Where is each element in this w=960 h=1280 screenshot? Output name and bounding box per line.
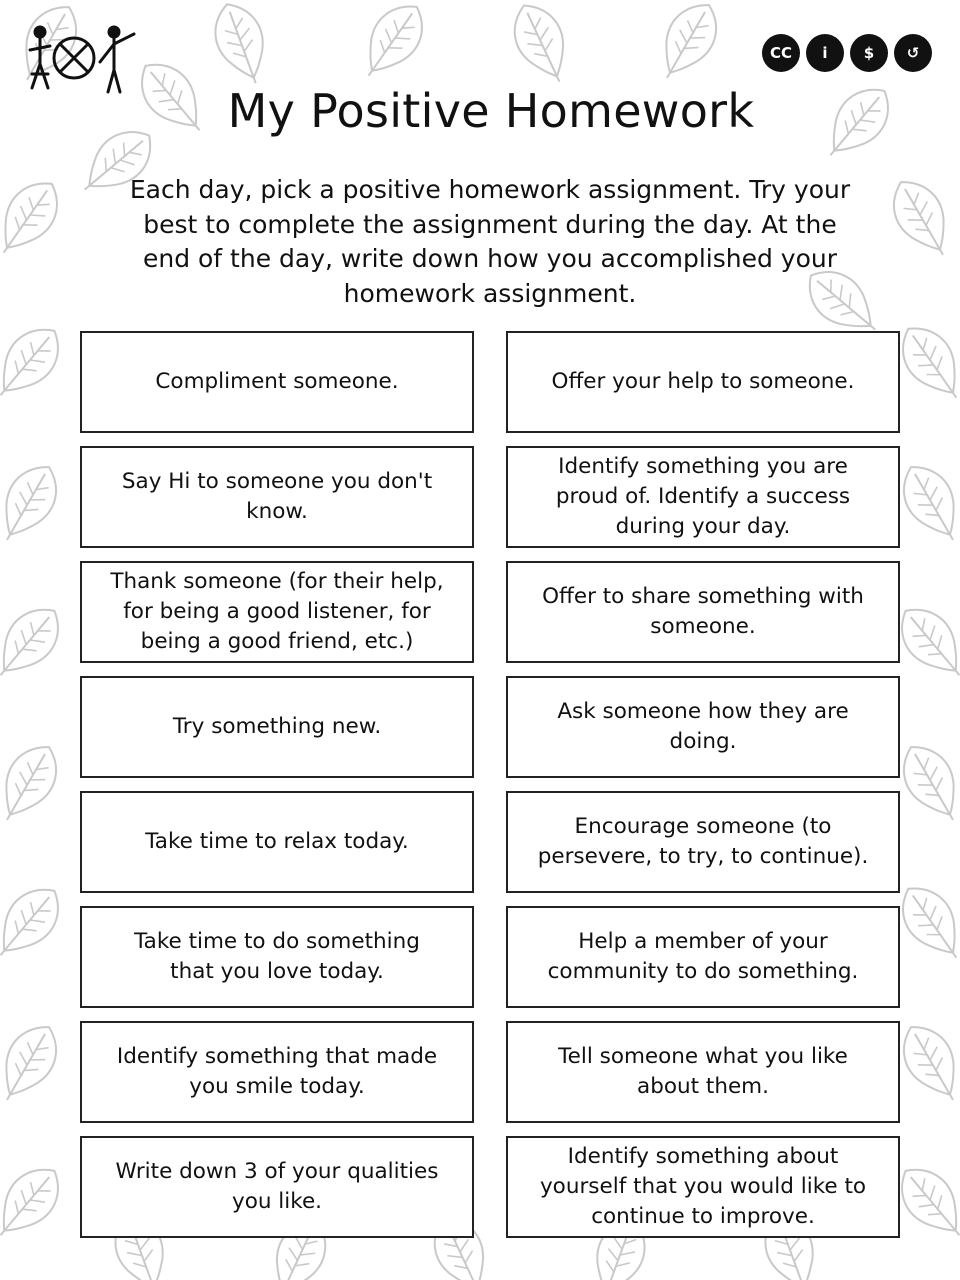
assignment-card	[80, 1021, 474, 1123]
assignment-text: Compliment someone.	[155, 369, 399, 394]
assignment-text: during your day.	[615, 514, 791, 539]
assignment-text: Offer your help to someone.	[551, 369, 855, 394]
assignment-text: Take time to do something	[134, 929, 420, 954]
assignment-text: yourself that you would like to	[539, 1174, 867, 1199]
assignment-card	[506, 331, 900, 433]
assignment-card	[506, 676, 900, 778]
cc-icon: CC	[762, 34, 800, 72]
assignment-text: continue to improve.	[591, 1204, 815, 1229]
assignment-card	[506, 1021, 900, 1123]
intro-line: best to complete the assignment during the day. At the	[143, 209, 837, 239]
noncommercial-icon: $	[850, 34, 888, 72]
assignment-text: being a good friend, etc.)	[140, 629, 414, 654]
assignment-text: Identify something that made	[116, 1044, 438, 1069]
assignment-card	[80, 446, 474, 548]
assignment-card	[80, 906, 474, 1008]
assignment-card	[80, 1136, 474, 1238]
assignment-card	[506, 906, 900, 1008]
assignment-text: someone.	[650, 614, 756, 639]
assignment-text: Take time to relax today.	[145, 829, 409, 854]
assignment-card	[80, 791, 474, 893]
assignment-text: Ask someone how they are	[557, 699, 849, 724]
assignment-text: Help a member of your	[578, 929, 828, 954]
assignment-card	[506, 561, 900, 663]
license-badges	[762, 34, 932, 72]
attribution-icon: i	[806, 34, 844, 72]
intro-line: Each day, pick a positive homework assignment. Try your	[129, 175, 851, 204]
assignment-text: for being a good listener, for	[123, 599, 431, 624]
assignment-text: know.	[246, 499, 308, 524]
assignment-text: you smile today.	[189, 1074, 365, 1099]
assignment-text: persevere, to try, to continue).	[537, 844, 869, 869]
assignment-text: Identify something you are	[558, 454, 848, 479]
page-title: My Positive Homework	[227, 84, 755, 138]
assignment-text: proud of. Identify a success	[555, 484, 851, 509]
assignment-text: Encourage someone (to	[574, 814, 832, 839]
sharealike-icon: ↺	[894, 34, 932, 72]
assignment-card	[506, 791, 900, 893]
intro-paragraph	[90, 173, 890, 311]
assignment-text: doing.	[669, 729, 737, 754]
assignment-text: Say Hi to someone you don't	[121, 469, 433, 494]
intro-line: homework assignment.	[343, 278, 637, 308]
assignment-text: Write down 3 of your qualities	[115, 1159, 439, 1184]
assignment-text: Thank someone (for their help,	[110, 569, 444, 594]
assignment-text: Identify something about	[567, 1144, 839, 1169]
assignment-card	[80, 676, 474, 778]
assignment-text: that you love today.	[170, 959, 384, 984]
assignment-text: you like.	[231, 1189, 322, 1214]
assignment-text: Try something new.	[172, 714, 382, 739]
assignment-card	[506, 446, 900, 548]
assignment-card	[506, 1136, 900, 1238]
assignment-text: about them.	[637, 1074, 769, 1099]
assignment-card	[80, 331, 474, 433]
assignment-text: Tell someone what you like	[558, 1044, 848, 1069]
assignment-text: community to do something.	[547, 959, 859, 984]
assignment-card	[80, 561, 474, 663]
assignment-text: Offer to share something with	[542, 584, 864, 609]
intro-line: end of the day, write down how you accomplished your	[142, 244, 838, 273]
